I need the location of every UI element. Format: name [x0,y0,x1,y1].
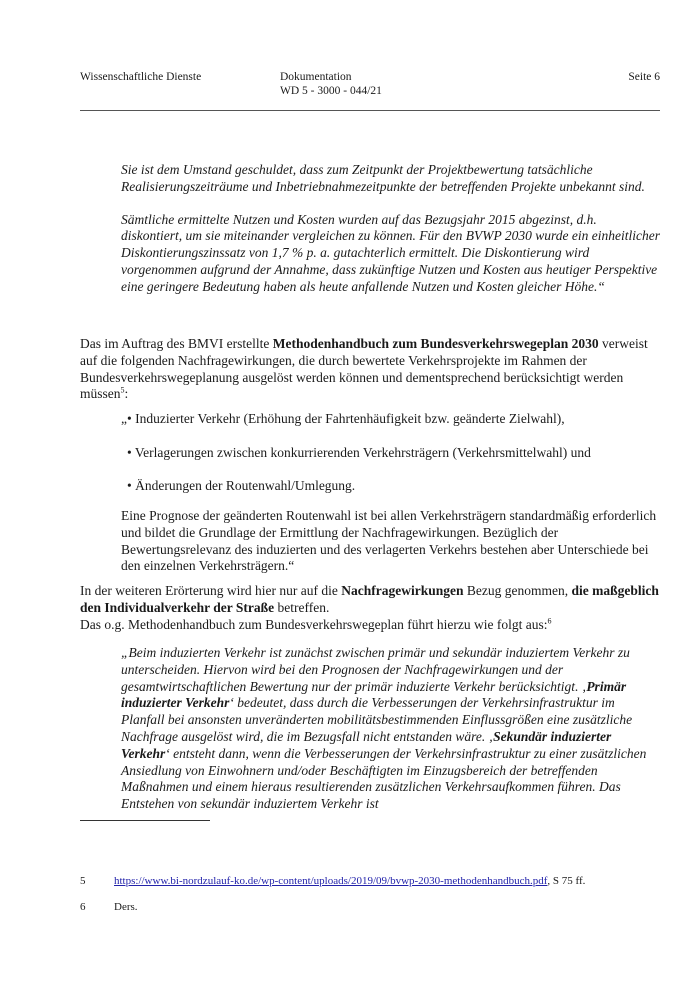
para2-text-b: Bezug genommen, [463,583,572,598]
para2-bold-1: Nachfragewirkungen [341,583,464,598]
footnote-5 [80,874,585,888]
list-item [127,445,591,462]
list-item [121,411,565,428]
footnote-link[interactable]: https://www.bi-nordzulauf-ko.de/wp-content/uploads/2019/09/bvwp-2030-methodenhandbuch.pdf [114,875,548,887]
footnote-number: 6 [80,901,86,913]
footnote-suffix: , S 75 ff. [547,875,586,887]
quote-2-paragraph: Eine Prognose der geänderten Routenwahl ist bei allen Verkehrsträgern standardmäßig erforderlich und bildet die Grundlage der Ermittlung der Nachfragewirkungen. Bezüglich der Bewertungsrelevanz des induzierten und des verlagerten Verkehrs bestehen aber Unterschiede bei den einzelnen Verkehrsträgern.“ [121,508,657,574]
para2-bold-2: die maßgeblich den Individualverkehr der Straße [80,583,659,615]
footnote-divider [80,820,210,821]
paragraph-methodenhandbuch [80,336,660,403]
bullet-prefix: „• [121,411,136,426]
header-doc-type: Dokumentation [280,71,352,83]
footnote-6 [80,900,138,914]
para2-line-2: Das o.g. Methodenhandbuch zum Bundesverkehrswegeplan führt hierzu wie folgt aus: [80,616,548,632]
para1-text-b: verweist auf die folgenden Nachfragewirkungen, die durch bewertete Verkehrsprojekte im Rahmen der Bundesverkehrswegeplanung ausgelöst werden können und dementsprechend berücksichtigt werden müssen [80,336,648,402]
quote-block-3 [121,645,661,813]
bullet-text: Induzierter Verkehr (Erhöhung der Fahrtenhäufigkeit bzw. geänderte Zielwahl), [135,411,565,426]
quote3-bold-sekundaer: Sekundär induzierter Verkehr [121,728,612,761]
quote-3-paragraph [121,645,661,813]
quote3-text-b: ‘ bedeutet, dass durch die Verbesserungen der Verkehrsinfrastruktur im Planfall bei ansonsten unveränderten mobilitätsbestimmenden Einflussgrößen eine zusätzliche Nachfrage ausgelöst wird, die im Bezugsfall nicht entstanden wäre. ‚ [121,695,633,744]
bullet-text: Verlagerungen zwischen konkurrierenden Verkehrsträgern (Verkehrsmittelwahl) und [134,445,591,460]
list-item [127,478,355,495]
header-department: Wissenschaftliche Dienste [80,71,202,83]
para2-text-a: In der weiteren Erörterung wird hier nur auf die [80,583,342,598]
quote3-text-c: ‘ entsteht dann, wenn die Verbesserungen der Verkehrsinfrastruktur zu einer zusätzlichen Ansiedlung von Einwohnern und/oder Beschäftigten im Einzugsbereich der betreffenden Maßnahmen und einem hieraus resultierenden zusätzlichen Verkehrsaufkommen führen. Das Entstehen von sekundär induziertem Verkehr ist [121,745,647,812]
para1-text-c: : [124,386,129,402]
header-page-number: Seite 6 [628,71,660,83]
para1-text-a: Das im Auftrag des BMVI erstellte [80,336,273,351]
header-divider [80,110,660,111]
quote-block-1 [121,162,661,296]
bullet-prefix: • [127,445,135,460]
header-doc-number: WD 5 - 3000 - 044/21 [280,85,382,97]
paragraph-nachfragewirkungen [80,583,660,633]
quote-1-paragraph-2: Sämtliche ermittelte Nutzen und Kosten wurden auf das Bezugsjahr 2015 abgezinst, d.h. diskontiert, um sie miteinander vergleichen zu können. Für den BVWP 2030 wurde ein einheitlicher Diskontierungszinssatz von 1,7 % p. a. gutachterlich ermittelt. Die Diskontierung wird vorgenommen aufgrund der Annahme, dass zukünftige Nutzen und Kosten aus heutiger Perspektive eine geringere Bedeutung haben als heute anfallende Nutzen und Kosten gleicher Höhe.“ [121,211,661,294]
bullet-text: Änderungen der Routenwahl/Umlegung. [135,478,356,493]
quote-block-2 [121,508,661,575]
footnote-ref-5[interactable]: 5 [120,385,125,395]
header-document-info [280,70,382,98]
quote3-text-a: „Beim induzierten Verkehr ist zunächst zwischen primär und sekundär induziertem Verkehr zu unterscheiden. Hiervon wird bei den Prognosen der Nachfragewirkungen und der gesamtwirtschaftlichen Bewertung nur der primär induzierte Verkehr berücksichtigt. ‚ [121,645,630,694]
quote-1-paragraph-1: Sie ist dem Umstand geschuldet, dass zum Zeitpunkt der Projektbewertung tatsächliche Realisierungszeiträume und Inbetriebnahmezeitpunkte der betreffenden Projekte unbekannt sind. [121,162,645,194]
quote3-bold-primaer: Primär induzierter Verkehr [121,678,627,711]
bullet-prefix: • [127,478,136,493]
footnote-text: Ders. [114,901,138,913]
footnote-ref-6[interactable]: 6 [547,616,552,626]
footnote-number: 5 [80,875,86,887]
para2-text-c: betreffen. [274,599,330,615]
para1-bold-title: Methodenhandbuch zum Bundesverkehrswegeplan 2030 [272,336,599,351]
